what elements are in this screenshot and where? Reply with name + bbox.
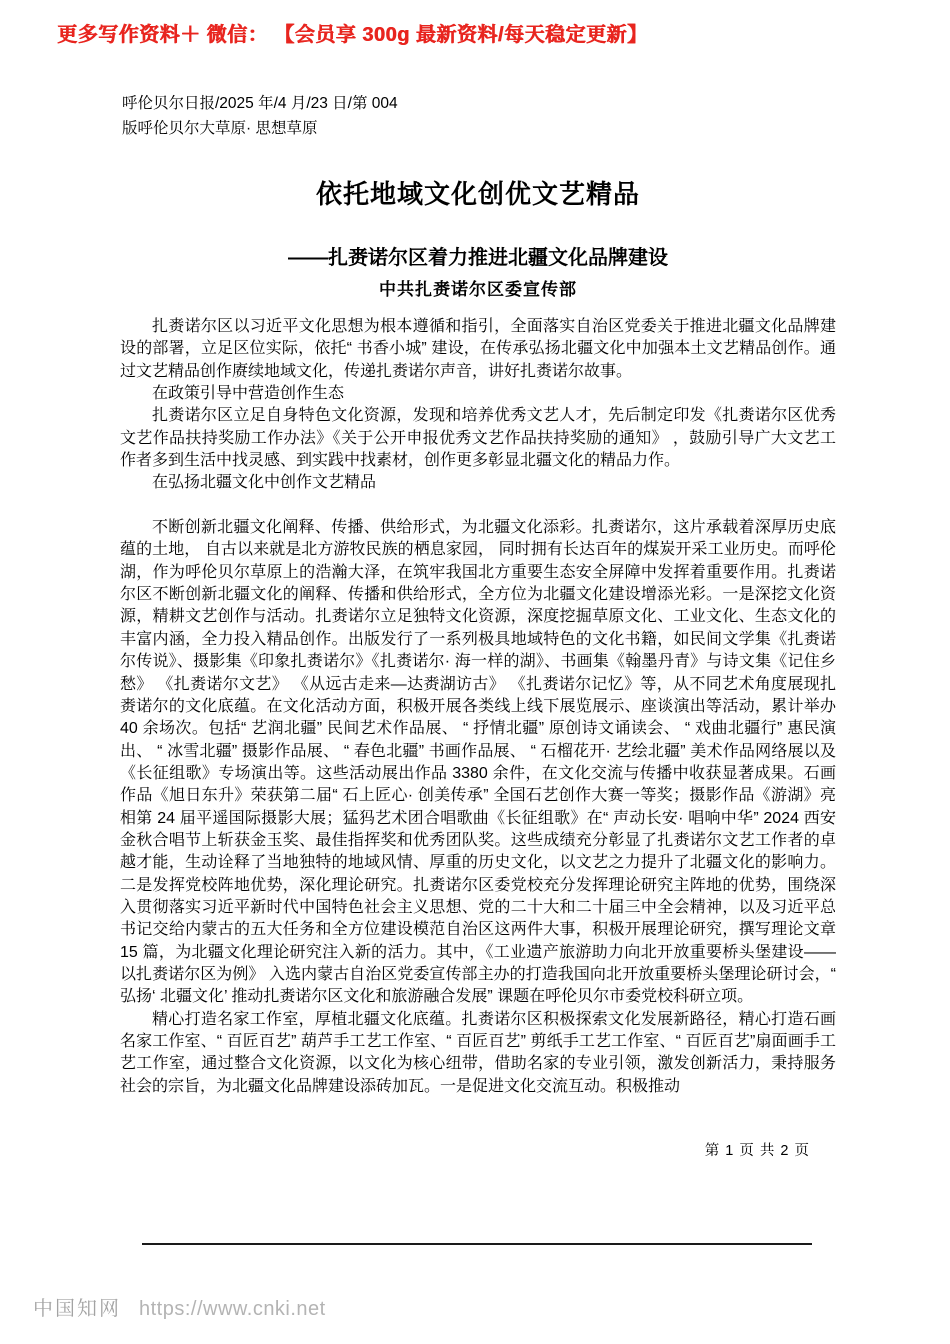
body-paragraph: 精心打造名家工作室，厚植北疆文化底蕴。扎赉诺尔区积极探索文化发展新路径，精心打造石画名家工作室、“ 百匠百艺” 葫芦手工艺工作室、“ 百匠百艺” 剪纸手工艺工作室、“ 百匠百艺”扇面画手工艺工作室，通过整合文化资源，以文化为核心纽带，借助名家的专业引领，激发创新活力，秉持服务社会的宗旨，为北疆文化品牌建设添砖加瓦。一是促进文化交流互动。积极推动	[120, 1010, 836, 1095]
section-heading: 在弘扬北疆文化中创作文艺精品	[152, 474, 377, 492]
article-body	[120, 316, 836, 1098]
divider-line	[142, 1243, 812, 1245]
source-line-1: 呼伦贝尔日报/2025 年/4 月/23 日/第 004	[122, 95, 398, 112]
source-info	[122, 92, 398, 141]
body-paragraph: 扎赉诺尔区以习近平文化思想为根本遵循和指引，全面落实自治区党委关于推进北疆文化品牌建设的部署，立足区位实际，依托“ 书香小城” 建设，在传承弘扬北疆文化中加强本土文艺精品创作。通过文艺精品创作赓续地域文化，传递扎赉诺尔声音，讲好扎赉诺尔故事。	[120, 318, 836, 380]
section-heading: 在政策引导中营造创作生态	[152, 385, 345, 403]
page-number: 第 1 页 共 2 页	[704, 1143, 810, 1159]
body-paragraph: 扎赉诺尔区立足自身特色文化资源，发现和培养优秀文艺人才，先后制定印发《扎赉诺尔区优秀文艺作品扶持奖励工作办法》《关于公开申报优秀文艺作品扶持奖励的通知》 ，鼓励引导广大文艺工作者多到生活中找灵感、到实践中找素材，创作更多彰显北疆文化的精品力作。	[120, 407, 836, 470]
article-author: 中共扎赉诺尔区委宣传部	[379, 280, 577, 299]
cnki-watermark	[33, 1292, 326, 1321]
article-title: 依托地域文化创优文艺精品	[315, 179, 640, 210]
cnki-url: https://www.cnki.net	[139, 1298, 326, 1320]
promo-banner: 更多写作资料＋ 微信： 【会员享 300g 最新资料/每天稳定更新】	[57, 24, 648, 46]
source-line-2: 版呼伦贝尔大草原· 思想草原	[122, 119, 318, 137]
body-paragraph: 不断创新北疆文化阐释、传播、供给形式，为北疆文化添彩。扎赉诺尔，这片承载着深厚历史底蕴的土地， 自古以来就是北方游牧民族的栖息家园， 同时拥有长达百年的煤炭开采工业历史。而呼伦湖，作为呼伦贝尔草原上的浩瀚大泽，在筑牢我国北方重要生态安全屏障中发挥着重要作用。扎赉诺尔区不断创新北疆文化的阐释、传播和供给形式，全方位为北疆文化建设增添光彩。一是深挖文化资源，精耕文艺创作与活动。扎赉诺尔立足独特文化资源，深度挖掘草原文化、工业文化、生态文化的丰富内涵，全力投入精品创作。出版发行了一系列极具地域特色的文化书籍，如民间文学集《扎赉诺尔传说》、摄影集《印象扎赉诺尔》《扎赉诺尔· 海一样的湖》、书画集《翰墨丹青》与诗文集《记住乡愁》 《扎赉诺尔文艺》 《从远古走来—达赉湖访古》 《扎赉诺尔记忆》等，从不同艺术角度展现扎赉诺尔的文化底蕴。在文化活动方面，积极开展各类线上线下展览展示、座谈演出等活动，累计举办 40 余场次。包括“ 艺润北疆” 民间艺术作品展、 “ 抒情北疆” 原创诗文诵读会、 “ 戏曲北疆行” 惠民演出、 “ 冰雪北疆” 摄影作品展、 “ 春色北疆” 书画作品展、 “ 石榴花开· 艺绘北疆” 美术作品网络展以及《长征组歌》专场演出等。这些活动展出作品 3380 余件，在文化交流与传播中收获显著成果。石画作品《旭日东升》荣获第二届“ 石上匠心· 创美传承” 全国石艺创作大赛一等奖；摄影作品《游湖》亮相第 24 届平遥国际摄影大展；猛犸艺术团合唱歌曲《长征组歌》在“ 声动长安· 唱响中华” 2024 西安金秋合唱节上斩获金玉奖、最佳指挥奖和优秀团队奖。这些成绩充分彰显了扎赉诺尔文艺工作者的卓越才能，生动诠释了当地独特的地域风情、厚重的历史文化，以文艺之力提升了北疆文化的影响力。二是发挥党校阵地优势，深化理论研究。扎赉诺尔区委党校充分发挥理论研究主阵地的优势，围绕深入贯彻落实习近平新时代中国特色社会主义思想、党的二十大和二十届三中全会精神，以及习近平总书记交给内蒙古的五大任务和全方位建设模范自治区这两件大事，积极开展理论研究，撰写理论文章 15 篇，为北疆文化理论研究注入新的活力。其中，《工业遗产旅游助力向北开放重要桥头堡建设——以扎赉诺尔区为例》 入选内蒙古自治区党委宣传部主办的打造我国向北开放重要桥头堡理论研讨会，“ 弘扬‘ 北疆文化’ 推动扎赉诺尔区文化和旅游融合发展” 课题在呼伦贝尔市委党校科研立项。	[120, 519, 836, 1006]
article-subtitle: ——扎赉诺尔区着力推进北疆文化品牌建设	[288, 246, 668, 269]
cnki-logo-text: 中国知网	[33, 1298, 121, 1320]
